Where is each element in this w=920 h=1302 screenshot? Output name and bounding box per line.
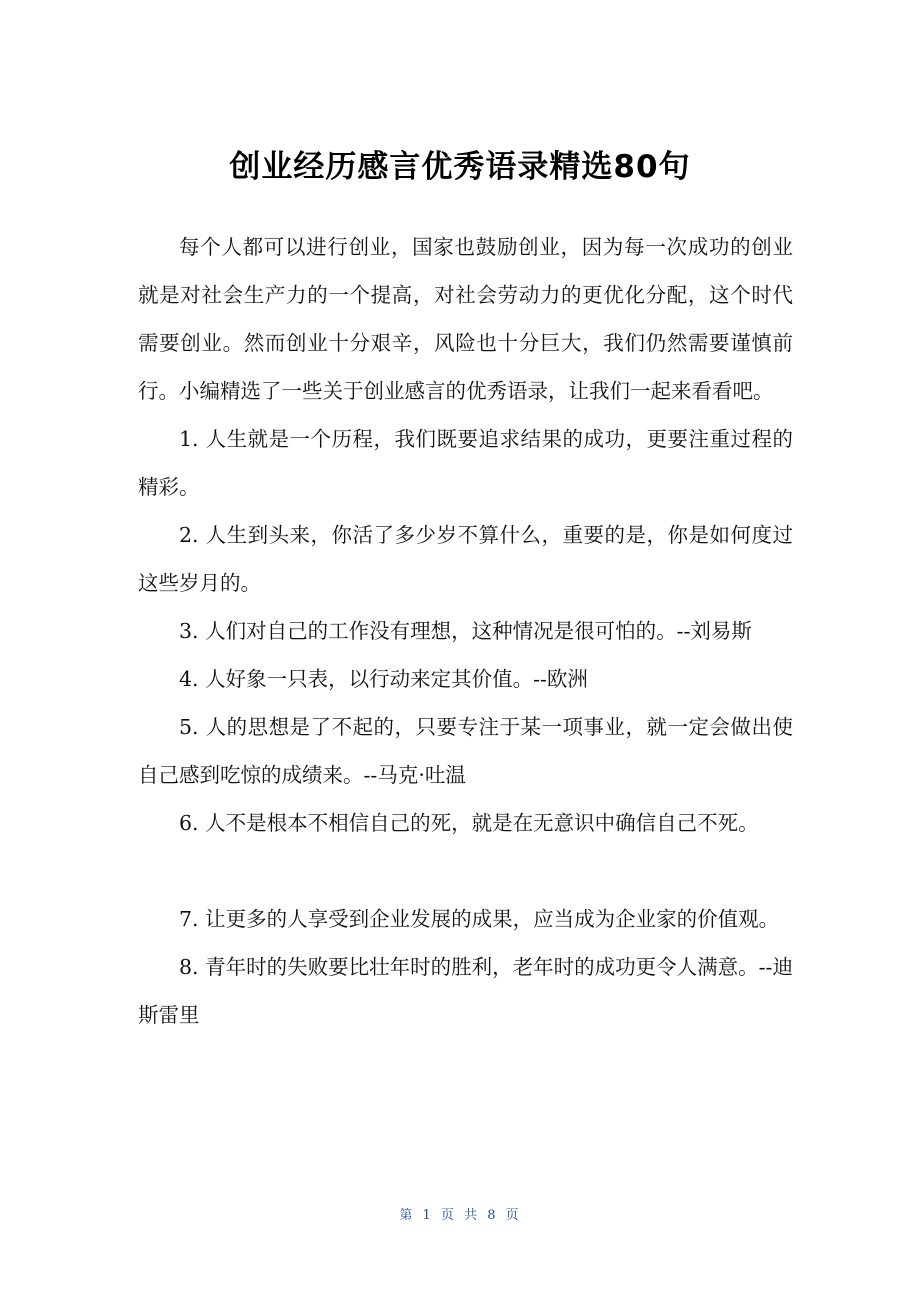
quote-item-2: 2. 人生到头来，你活了多少岁不算什么，重要的是，你是如何度过这些岁月的。 xyxy=(138,523,793,595)
footer-page-word: 页 xyxy=(440,1208,456,1223)
quote-item-3: 3. 人们对自己的工作没有理想，这种情况是很可怕的。--刘易斯 xyxy=(179,619,752,643)
quote-item-8: 8. 青年时的失败要比壮年时的胜利，老年时的成功更令人满意。--迪斯雷里 xyxy=(138,955,793,1027)
footer-prefix: 第 xyxy=(399,1208,415,1223)
footer-total-pages: 8 xyxy=(487,1208,498,1223)
document-body xyxy=(138,223,793,1039)
document-title: 创业经历感言优秀语录精选80句 xyxy=(229,149,691,185)
footer-suffix: 页 xyxy=(505,1208,521,1223)
intro-paragraph: 每个人都可以进行创业，国家也鼓励创业，因为每一次成功的创业就是对社会生产力的一个提高，对社会劳动力的更优化分配，这个时代需要创业。然而创业十分艰辛，风险也十分巨大，我们仍然需要谨慎前行。小编精选了一些关于创业感言的优秀语录，让我们一起来看看吧。 xyxy=(138,235,793,403)
page-number-footer xyxy=(0,1206,920,1226)
footer-total-prefix: 共 xyxy=(464,1208,480,1223)
quote-item-5: 5. 人的思想是了不起的，只要专注于某一项事业，就一定会做出使自己感到吃惊的成绩来。--马克·吐温 xyxy=(138,715,793,787)
footer-current-page: 1 xyxy=(422,1208,433,1223)
quote-item-6: 6. 人不是根本不相信自己的死，就是在无意识中确信自己不死。 xyxy=(179,811,759,835)
quote-item-7: 7. 让更多的人享受到企业发展的成果，应当成为企业家的价值观。 xyxy=(179,907,780,931)
quote-item-1: 1. 人生就是一个历程，我们既要追求结果的成功，更要注重过程的精彩。 xyxy=(138,427,793,499)
quote-item-4: 4. 人好象一只表，以行动来定其价值。--欧洲 xyxy=(179,667,588,691)
